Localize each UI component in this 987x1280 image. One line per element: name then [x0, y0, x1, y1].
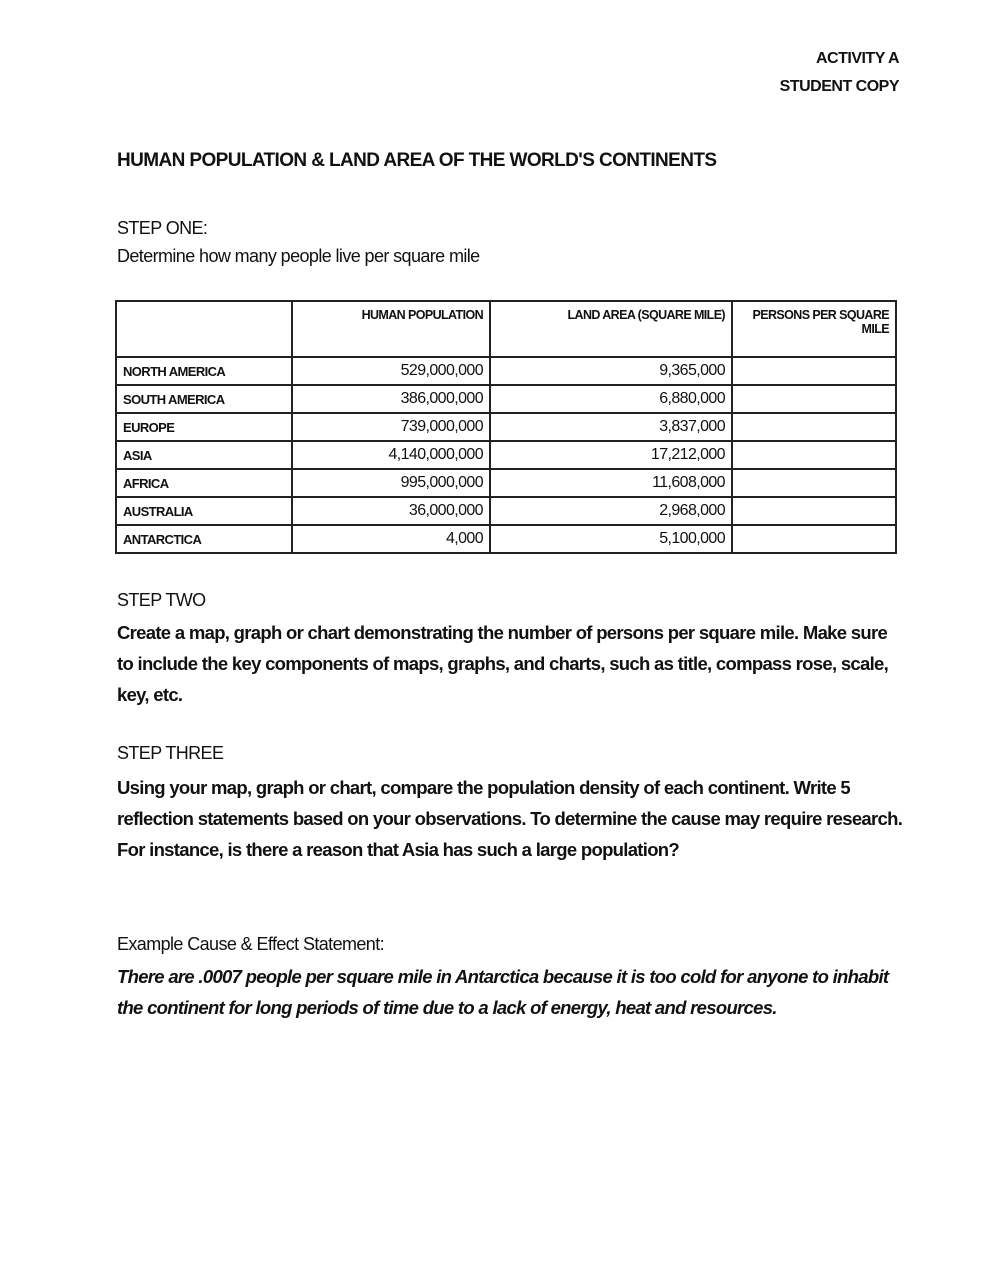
table-row [116, 469, 896, 497]
population-cell: 995,000,000 [292, 469, 490, 497]
copy-label: STUDENT COPY [779, 78, 899, 95]
table-row [116, 497, 896, 525]
continent-cell: ANTARCTICA [116, 525, 292, 553]
activity-label: ACTIVITY A [815, 50, 899, 67]
continent-cell: NORTH AMERICA [116, 357, 292, 385]
area-cell: 11,608,000 [490, 469, 732, 497]
population-cell: 4,140,000,000 [292, 441, 490, 469]
density-cell [732, 357, 896, 385]
population-cell: 739,000,000 [292, 413, 490, 441]
step-three-heading: STEP THREE [117, 743, 224, 763]
table-row [116, 441, 896, 469]
population-cell: 4,000 [292, 525, 490, 553]
density-cell [732, 441, 896, 469]
header-cell: HUMAN POPULATION [292, 301, 490, 357]
density-cell [732, 385, 896, 413]
header-cell: LAND AREA (SQUARE MILE) [490, 301, 732, 357]
population-cell: 529,000,000 [292, 357, 490, 385]
continent-cell: AUSTRALIA [116, 497, 292, 525]
continent-cell: AFRICA [116, 469, 292, 497]
table-header-row [116, 301, 896, 357]
population-cell: 36,000,000 [292, 497, 490, 525]
step-three-text: Using your map, graph or chart, compare the population density of each continent. Write 5 reflection statements based on your observations. To determine the cause may require research. For instance, is there a reason that Asia has such a large population? [117, 777, 903, 860]
step-one-heading: STEP ONE: [117, 218, 208, 238]
table-row [116, 413, 896, 441]
area-cell: 3,837,000 [490, 413, 732, 441]
example-text: There are .0007 people per square mile in Antarctica because it is too cold for anyone to inhabit the continent for long periods of time due to a lack of energy, heat and resources. [117, 966, 889, 1018]
example-heading: Example Cause & Effect Statement: [117, 934, 385, 954]
continent-cell: SOUTH AMERICA [116, 385, 292, 413]
area-cell: 6,880,000 [490, 385, 732, 413]
density-cell [732, 497, 896, 525]
table-row [116, 357, 896, 385]
density-cell [732, 413, 896, 441]
step-one-text: Determine how many people live per square mile [117, 246, 480, 266]
area-cell: 2,968,000 [490, 497, 732, 525]
step-two-text: Create a map, graph or chart demonstrating the number of persons per square mile. Make sure to include the key components of maps, graphs, and charts, such as title, compass rose, scale, key, etc. [117, 622, 889, 705]
table-row [116, 525, 896, 553]
continent-cell: EUROPE [116, 413, 292, 441]
area-cell: 17,212,000 [490, 441, 732, 469]
document-title: HUMAN POPULATION & LAND AREA OF THE WORLD'S CONTINENTS [117, 150, 717, 171]
area-cell: 5,100,000 [490, 525, 732, 553]
continent-cell: ASIA [116, 441, 292, 469]
header-cell [116, 301, 292, 357]
table-row [116, 385, 896, 413]
population-table [115, 300, 897, 554]
population-cell: 386,000,000 [292, 385, 490, 413]
density-cell [732, 525, 896, 553]
area-cell: 9,365,000 [490, 357, 732, 385]
header-cell: PERSONS PER SQUARE MILE [732, 301, 896, 357]
density-cell [732, 469, 896, 497]
step-two-heading: STEP TWO [117, 590, 206, 610]
